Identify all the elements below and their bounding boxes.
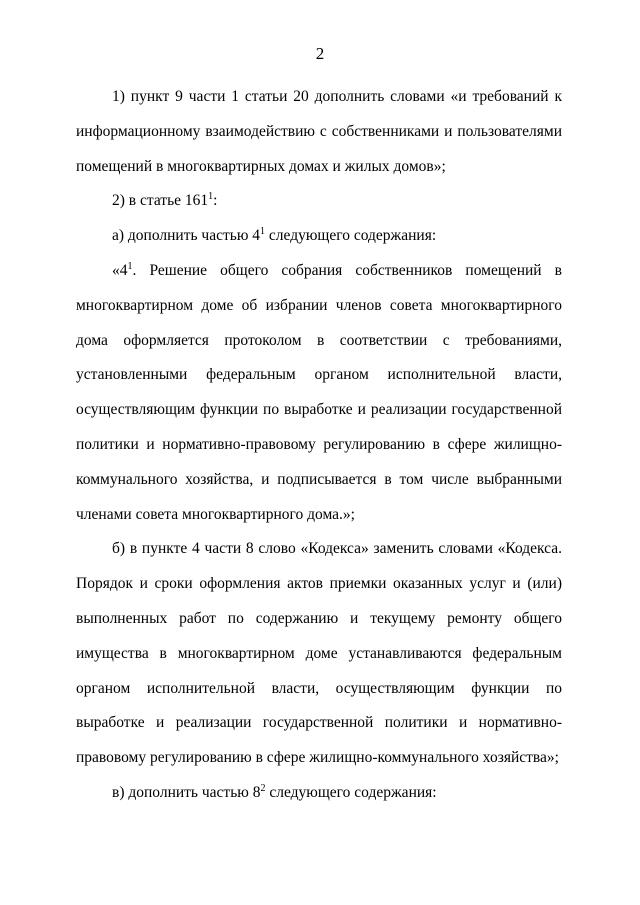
paragraph-amend-article-20 xyxy=(76,80,562,184)
document-body xyxy=(76,80,562,811)
paragraph-text: б) в пункте 4 части 8 слово «Кодекса» заменить словами «Кодекса. Порядок и сроки оформления актов приемки оказанных услуг и (или) выполненных работ по содержанию и текущему ремонту общего имущества в многоквартирном доме устанавливаются федеральным органом исполнительной власти, осуществляющим функции по выработке и реализации государственной политики и нормативно-правовому регулированию в сфере жилищно-коммунального хозяйства»; xyxy=(76,540,562,767)
superscript-index: 1 xyxy=(127,260,133,272)
paragraph-part-4-1-content xyxy=(76,254,562,532)
paragraph-add-part-8-2 xyxy=(76,776,562,811)
paragraph-text: следующего содержания: xyxy=(265,783,437,801)
paragraph-article-161-1 xyxy=(76,184,562,219)
paragraph-text: . Решение общего собрания собственников помещений в многоквартирном доме об избрании членов совета многоквартирного дома оформляется протоколом в соответствии с требованиями, установленными федеральным органом исполнительной власти, осуществляющим функции по выработке и реализации государственной политики и нормативно-правовому регулированию в сфере жилищно-коммунального хозяйства, и подписывается в том числе выбранными членами совета многоквартирного дома.»; xyxy=(76,261,562,523)
paragraph-add-part-4-1 xyxy=(76,219,562,254)
superscript-index: 1 xyxy=(208,191,214,203)
page-number: 2 xyxy=(315,44,325,63)
paragraph-text: : xyxy=(213,192,218,210)
paragraph-text: следующего содержания: xyxy=(265,227,437,245)
paragraph-amend-part-8-item-4 xyxy=(76,532,562,776)
superscript-index: 2 xyxy=(260,782,266,794)
superscript-index: 1 xyxy=(260,226,266,238)
paragraph-text: в) дополнить частью 8 xyxy=(112,783,261,801)
paragraph-text: 1) пункт 9 части 1 статьи 20 дополнить словами «и требований к информационному взаимодействию с собственниками и пользователями помещений в многоквартирных домах и жилых домов»; xyxy=(76,88,562,175)
paragraph-text: а) дополнить частью 4 xyxy=(112,227,261,245)
paragraph-text: 2) в статье 161 xyxy=(112,192,209,210)
paragraph-text: «4 xyxy=(112,261,128,279)
